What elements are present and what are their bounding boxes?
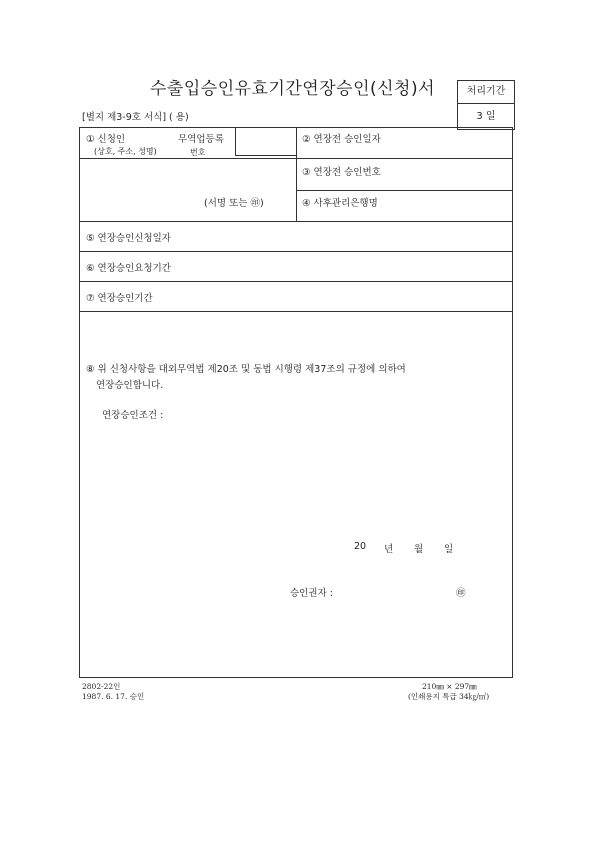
applicant-label: ① 신청인: [86, 134, 126, 145]
field-3-label: ③ 연장전 승인번호: [302, 167, 381, 178]
divider-h: [80, 251, 512, 252]
processing-period-box: [457, 80, 515, 130]
divider-h: [80, 221, 512, 222]
date-year-unit: 년: [384, 544, 394, 555]
approval-conditions-label: 연장승인조건 :: [102, 410, 164, 421]
form-table: [79, 127, 513, 678]
field-4-label: ④ 사후관리은행명: [302, 198, 378, 209]
processing-period-value: 3 일: [476, 111, 496, 122]
trade-reg-label: 무역업등록: [178, 134, 224, 145]
signature-label: (서명 또는 ㊞): [204, 198, 264, 209]
footer-paper: (인쇄용지 특급 34㎏/㎡): [408, 692, 490, 701]
divider-h: [80, 281, 512, 282]
divider-h: [80, 311, 512, 312]
form-number: [별지 제3-9호 서식] ( 용): [82, 112, 189, 123]
processing-period-label: 처리기간: [458, 81, 514, 104]
divider-h: [296, 190, 512, 191]
date-month-unit: 월: [414, 544, 424, 555]
divider-h: [296, 158, 512, 159]
footer-approval: 1987. 6. 17. 승인: [82, 692, 145, 701]
date-year: 20: [354, 541, 367, 552]
divider-vertical: [296, 128, 297, 222]
approver-label: 승인권자 :: [290, 588, 333, 599]
field-6-label: ⑥ 연장승인요청기간: [86, 263, 171, 274]
divider-trade-reg-bottom: [235, 155, 296, 156]
divider-h: [80, 158, 296, 159]
approver-seal: ㊞: [456, 588, 466, 599]
date-day-unit: 일: [444, 544, 454, 555]
form-title: 수출입승인유효기간연장승인(신청)서: [150, 79, 436, 99]
applicant-sub-label: (상호, 주소, 성명): [94, 147, 157, 156]
footer-code: 2802-22인: [82, 682, 121, 691]
footer-size: 210㎜ × 297㎜: [422, 682, 477, 691]
divider-trade-reg: [235, 128, 236, 156]
statement-line-2: 연장승인합니다.: [96, 380, 164, 391]
statement-line-1: ⑧ 위 신청사항을 대외무역법 제20조 및 동법 시행령 제37조의 규정에 의하여: [86, 364, 406, 375]
trade-reg-sub-label: 번호: [190, 148, 206, 157]
field-2-label: ② 연장전 승인일자: [302, 134, 381, 145]
field-5-label: ⑤ 연장승인신청일자: [86, 233, 171, 244]
field-7-label: ⑦ 연장승인기간: [86, 293, 153, 304]
